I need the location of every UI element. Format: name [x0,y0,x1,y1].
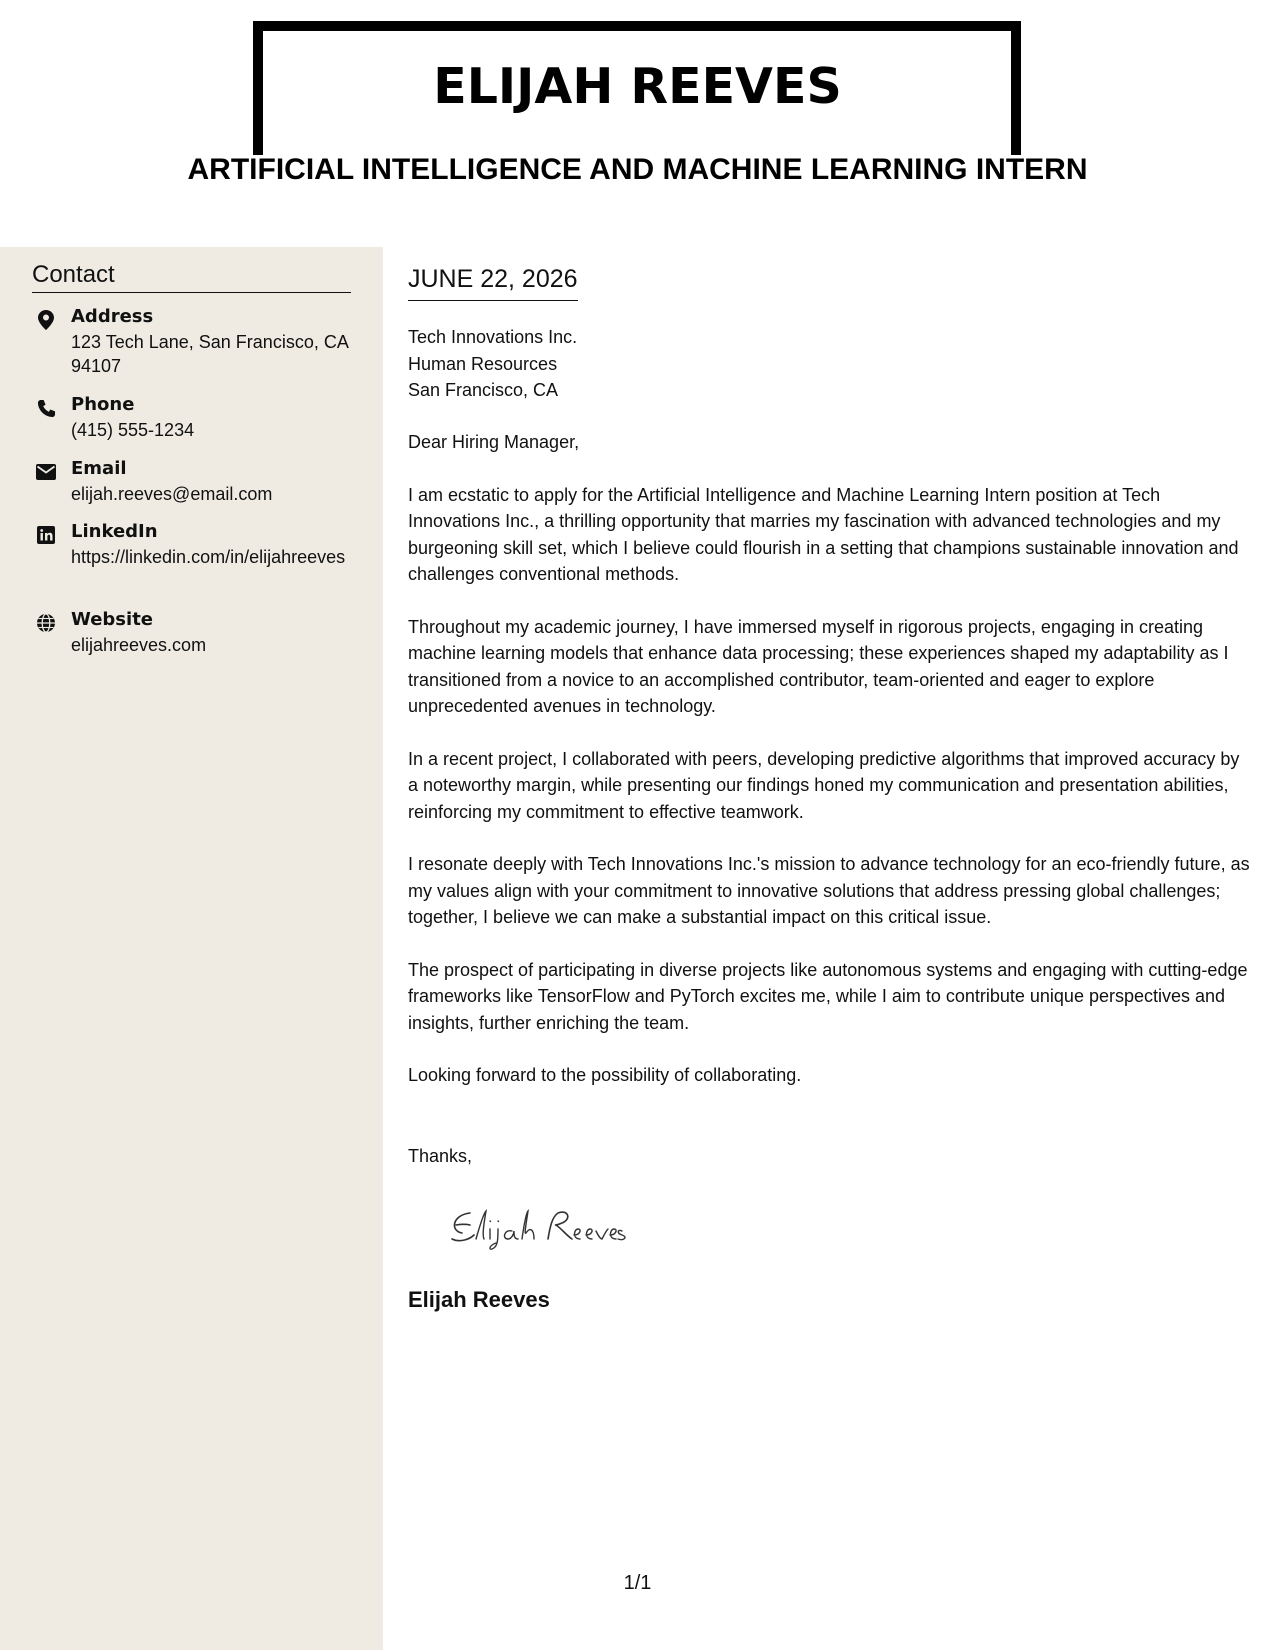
contact-value: (415) 555-1234 [71,420,195,440]
contact-heading: Contact [32,262,351,293]
letter-body [408,429,1253,1115]
globe-icon [35,612,57,634]
linkedin-icon [35,524,57,546]
contact-value[interactable]: https://linkedin.com/in/elijahreeves [71,547,346,567]
contact-label: Website [71,609,154,630]
contact-label: Address [71,306,154,327]
phone-icon [35,397,57,419]
page-number: 1/1 [623,1572,652,1594]
envelope-icon [35,461,57,483]
contact-value[interactable]: elijahreeves.com [71,635,207,655]
contact-label: Phone [71,394,135,415]
body-paragraph: I resonate deeply with Tech Innovations Inc.'s mission to advance technology for an eco-friendly future, as my values align with your commitment to innovative solutions that address pressing global challenges; together, I believe we can make a substantial impact on this critical issue. [408,854,1250,927]
recipient-block [408,324,577,404]
body-paragraph: Looking forward to the possibility of collaborating. [408,1065,802,1085]
recipient-company: Tech Innovations Inc. [408,327,578,347]
body-paragraph: Throughout my academic journey, I have immersed myself in rigorous projects, engaging in creating machine learning models that enhance data processing; these experiences shaped my adaptability as I transitioned from a novice to an accomplished contributor, team-oriented and eager to explore unprecedented avenues in technology. [408,616,1229,716]
body-paragraph: The prospect of participating in diverse projects like autonomous systems and engaging with cutting-edge frameworks like TensorFlow and PyTorch excites me, while I aim to contribute unique perspectives and insights, further enriching the team. [408,959,1248,1033]
map-pin-icon [35,309,57,331]
signer-name: Elijah Reeves [408,1287,550,1312]
recipient-location: San Francisco, CA [408,380,559,400]
recipient-department: Human Resources [408,353,558,374]
contact-sidebar [0,247,383,1650]
closing: Thanks, [408,1146,473,1166]
contact-label: LinkedIn [71,521,158,542]
body-paragraph: I am ecstatic to apply for the Artificial Intelligence and Machine Learning Intern position at Tech Innovations Inc., a thrilling opportunity that marries my fascination with advanced technologies and my burgeoning skill set, which I believe could flourish in a setting that champions sustainable innovation and challenges conventional methods. [408,484,1239,584]
body-paragraph: In a recent project, I collaborated with peers, developing predictive algorithms that improved accuracy by a noteworthy margin, while presenting our findings honed my communication and presentation abilities, reinforcing my commitment to effective teamwork. [408,748,1240,822]
job-title: ARTIFICIAL INTELLIGENCE AND MACHINE LEARNING INTERN [187,153,1088,186]
salutation: Dear Hiring Manager, [408,432,580,452]
contact-value[interactable]: elijah.reeves@email.com [71,484,273,504]
handwritten-signature [440,1195,650,1255]
applicant-name: ELIJAH REEVES [433,58,842,115]
contact-value: 123 Tech Lane, San Francisco, CA 94107 [71,332,348,376]
contact-label: Email [71,458,127,479]
letter-date: JUNE 22, 2026 [408,266,578,301]
